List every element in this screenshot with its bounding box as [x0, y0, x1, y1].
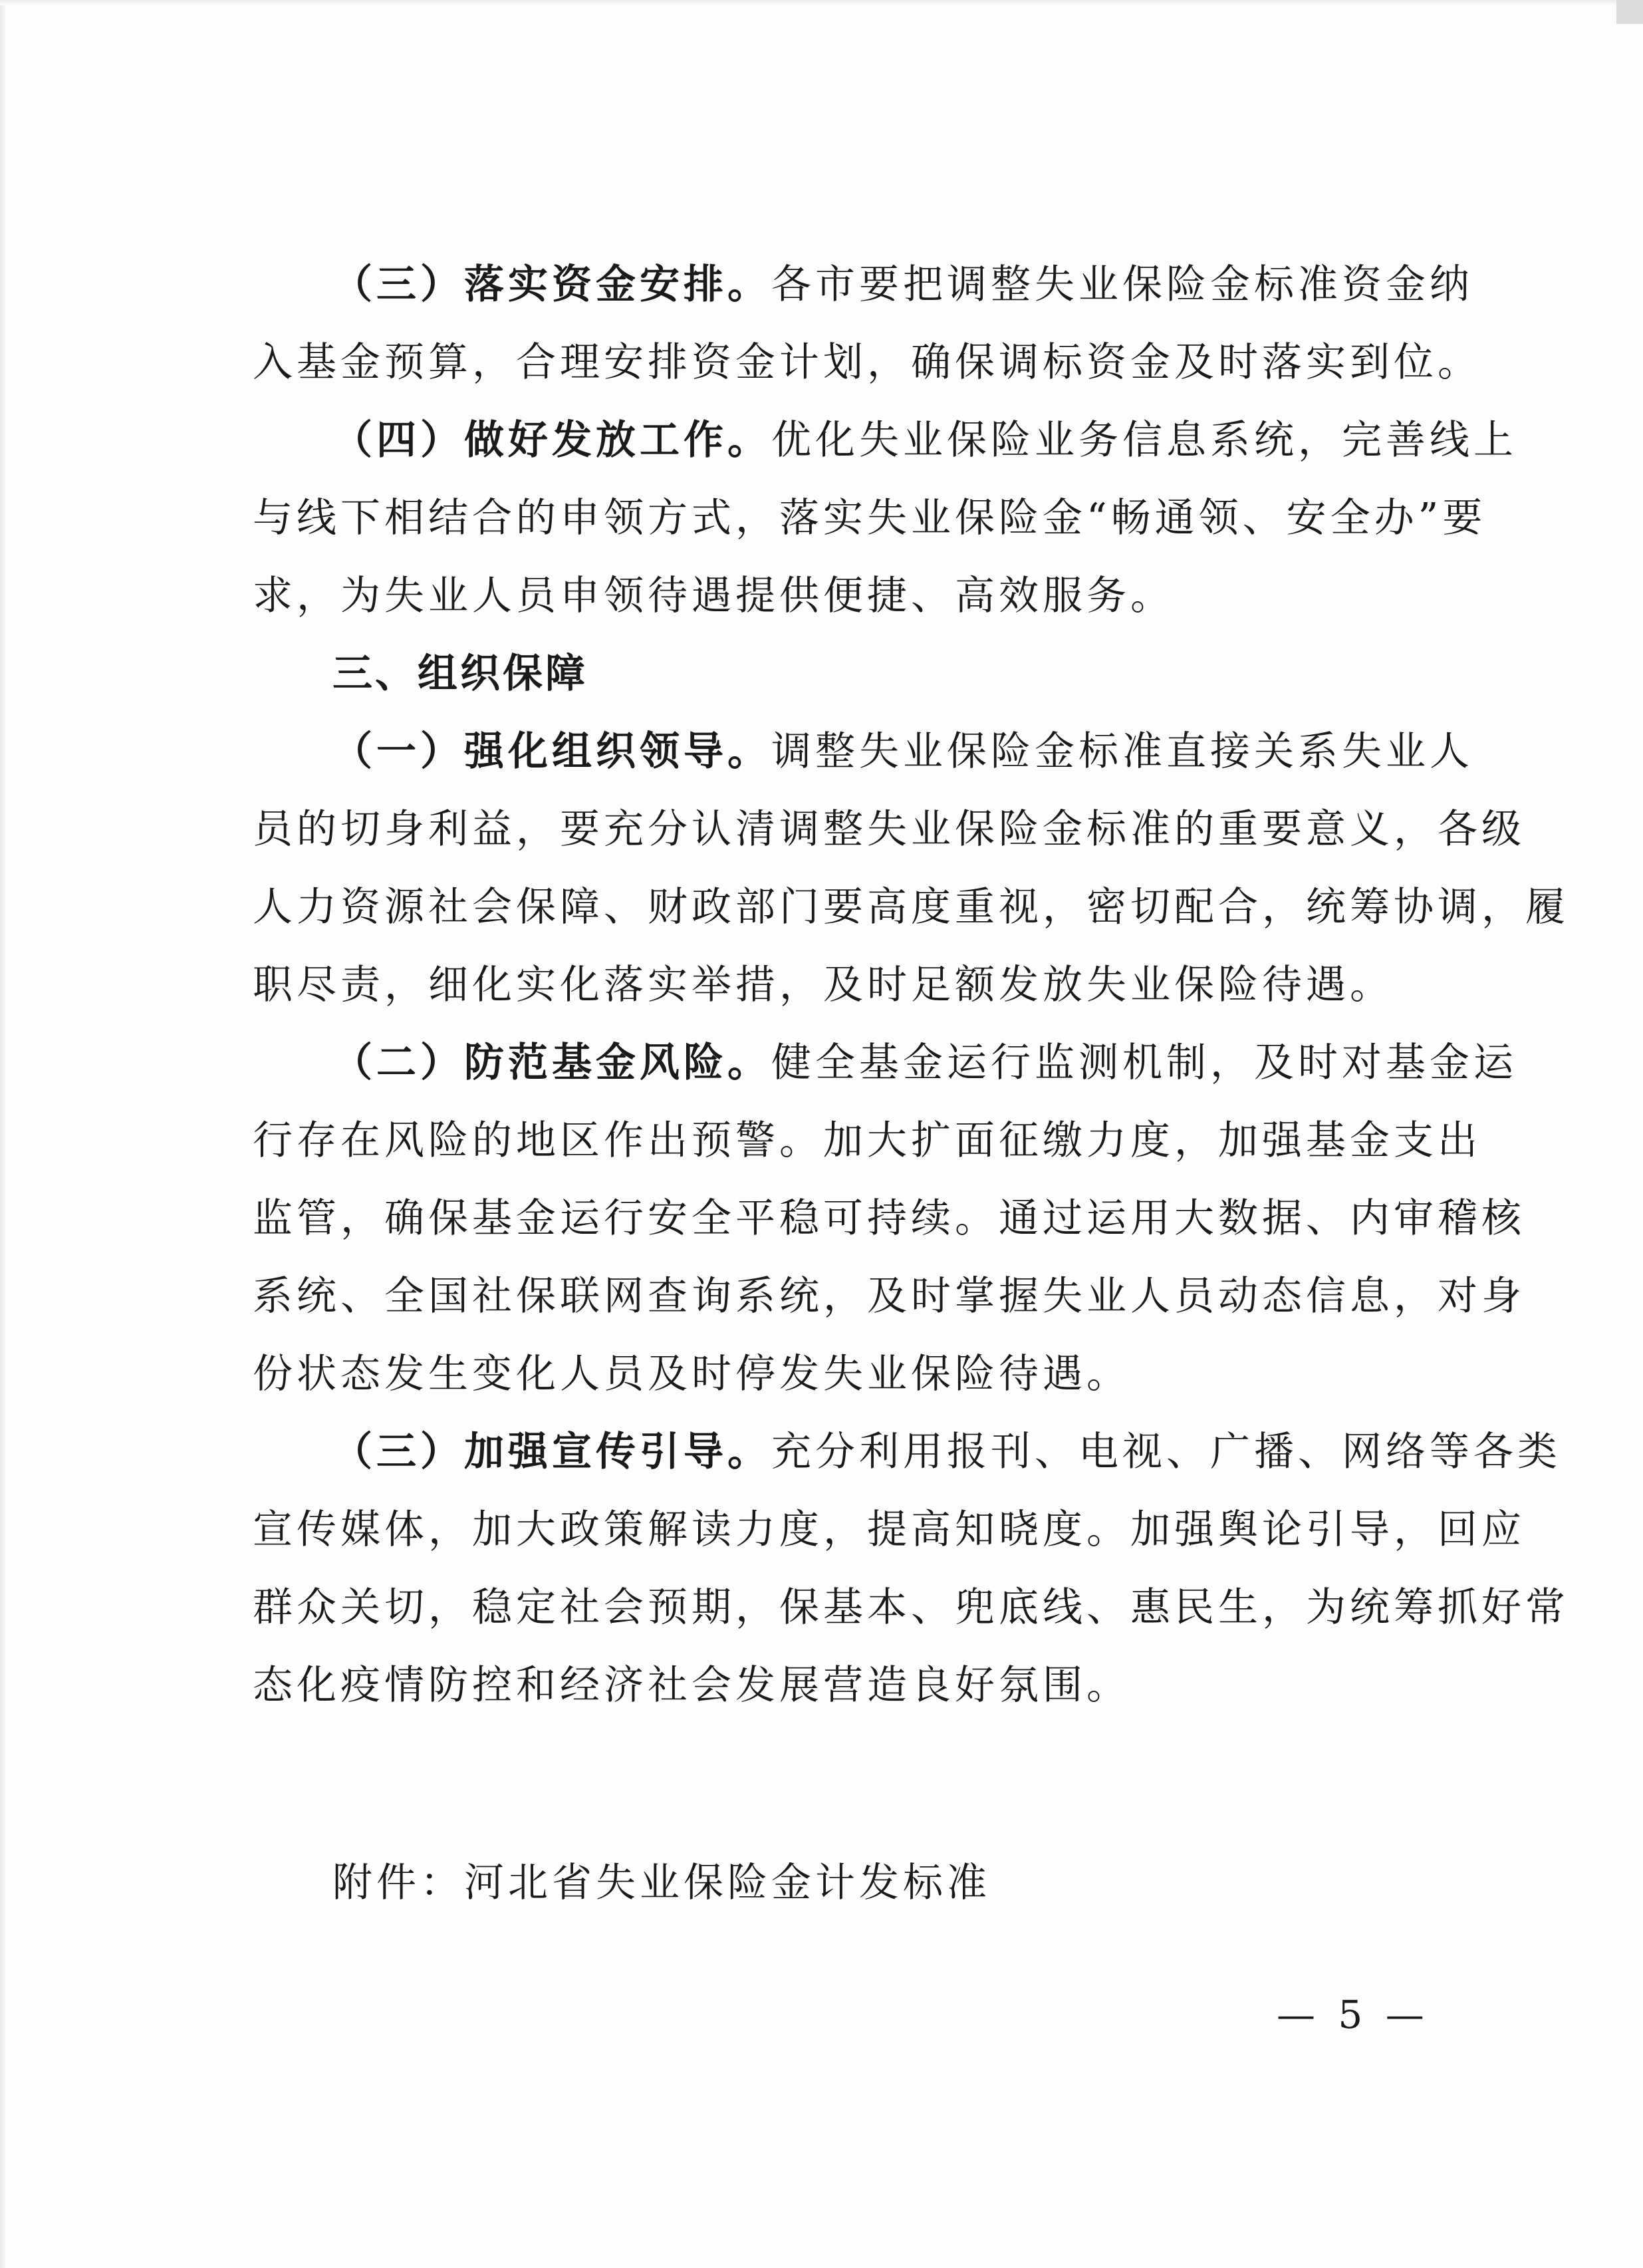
paragraph-line: 监管，确保基金运行安全平稳可持续。通过运用大数据、内审稽核 — [253, 1195, 1525, 1242]
paragraph-line: 入基金预算，合理安排资金计划，确保调标资金及时落实到位。 — [253, 339, 1481, 386]
scan-corner-mark — [1616, 0, 1643, 24]
paragraph-line — [253, 1024, 1517, 1102]
paragraph-line — [253, 713, 1473, 791]
paragraph-line — [253, 1413, 1561, 1491]
paragraph-line: 员的切身利益，要充分认清调整失业保险金标准的重要意义，各级 — [253, 806, 1525, 853]
paragraph-line: 宣传媒体，加大政策解读力度，提高知晓度。加强舆论引导，回应 — [253, 1506, 1525, 1553]
paragraph-line: 系统、全国社保联网查询系统，及时掌握失业人员动态信息，对身 — [253, 1273, 1525, 1320]
paragraph-line: 与线下相结合的申领方式，落实失业保险金“畅通领、安全办”要 — [253, 495, 1487, 541]
spacer — [253, 1725, 1463, 1844]
paragraph-text: 优化失业保险业务信息系统，完善线上 — [771, 417, 1517, 464]
document-body — [253, 246, 1569, 1922]
attachment-line: 附件：河北省失业保险金计发标准 — [332, 1860, 991, 1906]
scan-edge — [0, 0, 7, 2268]
paragraph-line — [253, 402, 1517, 480]
paragraph-line: 行存在风险的地区作出预警。加大扩面征缴力度，加强基金支出 — [253, 1117, 1481, 1164]
item-lead: （一）强化组织领导。 — [332, 728, 771, 775]
paragraph-line: 份状态发生变化人员及时停发失业保险待遇。 — [253, 1351, 1130, 1397]
paragraph-text: 健全基金运行监测机制，及时对基金运 — [771, 1040, 1517, 1086]
paragraph-text: 充分利用报刊、电视、广播、网络等各类 — [771, 1429, 1561, 1475]
paragraph-line: 人力资源社会保障、财政部门要高度重视，密切配合，统筹协调，履 — [253, 884, 1569, 930]
paragraph-line: 态化疫情防控和经济社会发展营造良好氛围。 — [253, 1662, 1130, 1709]
item-lead: （四）做好发放工作。 — [332, 417, 771, 464]
page-number: — 5 — — [1277, 1992, 1430, 2037]
paragraph-line: 职尽责，细化实化落实举措，及时足额发放失业保险待遇。 — [253, 962, 1394, 1008]
scan-edge-top — [0, 0, 1643, 5]
paragraph-line: 求，为失业人员申领待遇提供便捷、高效服务。 — [253, 573, 1174, 619]
paragraph-text: 调整失业保险金标准直接关系失业人 — [771, 728, 1473, 775]
paragraph-text: 各市要把调整失业保险金标准资金纳 — [771, 261, 1473, 308]
paragraph-line — [253, 246, 1473, 324]
section-heading: 三、组织保障 — [332, 650, 588, 697]
item-lead: （三）落实资金安排。 — [332, 261, 771, 308]
paragraph-line: 群众关切，稳定社会预期，保基本、兜底线、惠民生，为统筹抓好常 — [253, 1584, 1569, 1631]
item-lead: （三）加强宣传引导。 — [332, 1429, 771, 1475]
item-lead: （二）防范基金风险。 — [332, 1040, 771, 1086]
